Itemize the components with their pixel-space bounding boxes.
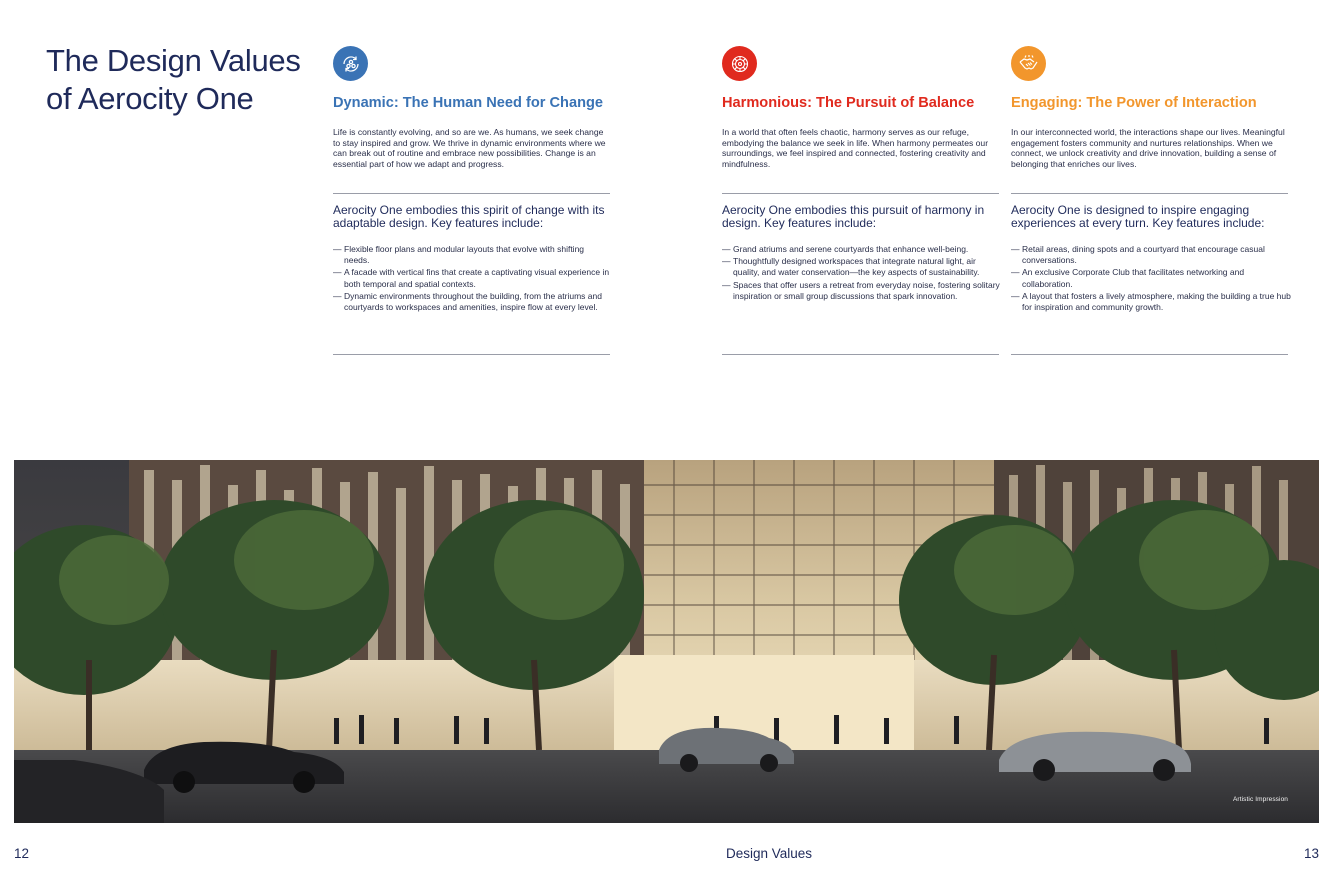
value-statement: Aerocity One is designed to inspire engaging experiences at every turn. Key features include: — [1011, 203, 1265, 231]
harmony-mandala-icon — [728, 52, 752, 76]
divider — [333, 193, 610, 194]
handshake-icon — [1017, 52, 1041, 76]
page-number-right: 13 — [1303, 846, 1319, 861]
feature-item: — Flexible floor plans and modular layouts that evolve with shifting needs. — [333, 244, 611, 266]
divider — [722, 193, 999, 194]
page-title: The Design Values of Aerocity One — [46, 43, 301, 116]
value-intro: Life is constantly evolving, and so are we. As humans, we seek change to stay inspired and grow. We thrive in dynamic environments where we can break out of routine and embrace new possibilities. Change is an essential part of how we adapt and progress. — [333, 127, 606, 170]
value-column-dynamic — [333, 46, 611, 355]
divider — [333, 354, 610, 355]
value-heading: Dynamic: The Human Need for Change — [333, 95, 604, 111]
building-render-image — [14, 460, 1319, 823]
feature-item: — An exclusive Corporate Club that facilitates networking and collaboration. — [1011, 267, 1291, 289]
building-illustration — [14, 460, 1319, 823]
feature-item: — Spaces that offer users a retreat from everyday noise, fostering solitary inspiration or small group discussions that spark innovation. — [722, 280, 1000, 302]
divider — [1011, 193, 1288, 194]
value-heading: Engaging: The Power of Interaction — [1011, 95, 1257, 111]
value-intro: In our interconnected world, the interactions shape our lives. Meaningful engagement fosters community and nurtures relationships. When we connect, we unlock creativity and drive innovation, building a sense of belonging that enriches our lives. — [1011, 127, 1285, 170]
value-intro: In a world that often feels chaotic, harmony serves as our refuge, embodying the balance we seek in life. When harmony permeates our surroundings, we feel inspired and connected, fostering creativity and mindfulness. — [722, 127, 989, 170]
feature-list — [333, 244, 611, 342]
feature-item: — A facade with vertical fins that create a captivating visual experience in both temporal and spatial contexts. — [333, 267, 611, 289]
feature-item: — Grand atriums and serene courtyards that enhance well-being. — [722, 244, 1000, 255]
section-title: Design Values — [725, 846, 813, 861]
page-number-left: 12 — [14, 846, 30, 861]
value-column-harmonious — [722, 46, 1000, 355]
feature-item: — Thoughtfully designed workspaces that integrate natural light, air quality, and water conservation—the key aspects of sustainability. — [722, 256, 1000, 278]
feature-item: — A layout that fosters a lively atmosphere, making the building a true hub for inspiration and community growth. — [1011, 291, 1291, 313]
feature-item: — Dynamic environments throughout the building, from the atriums and courtyards to workspaces and amenities, inspire flow at every level. — [333, 291, 611, 313]
harmonious-badge — [722, 46, 757, 81]
value-statement: Aerocity One embodies this spirit of change with its adaptable design. Key features include: — [333, 203, 605, 231]
feature-list — [722, 244, 1000, 342]
image-caption: Artistic Impression — [1233, 796, 1288, 803]
divider — [1011, 354, 1288, 355]
engaging-badge — [1011, 46, 1046, 81]
value-heading: Harmonious: The Pursuit of Balance — [722, 95, 975, 111]
dynamic-badge — [333, 46, 368, 81]
dynamic-cycle-icon — [339, 52, 363, 76]
feature-item: — Retail areas, dining spots and a courtyard that encourage casual conversations. — [1011, 244, 1291, 266]
feature-list — [1011, 244, 1291, 342]
value-column-engaging — [1011, 46, 1291, 355]
divider — [722, 354, 999, 355]
value-statement: Aerocity One embodies this pursuit of harmony in design. Key features include: — [722, 203, 985, 231]
